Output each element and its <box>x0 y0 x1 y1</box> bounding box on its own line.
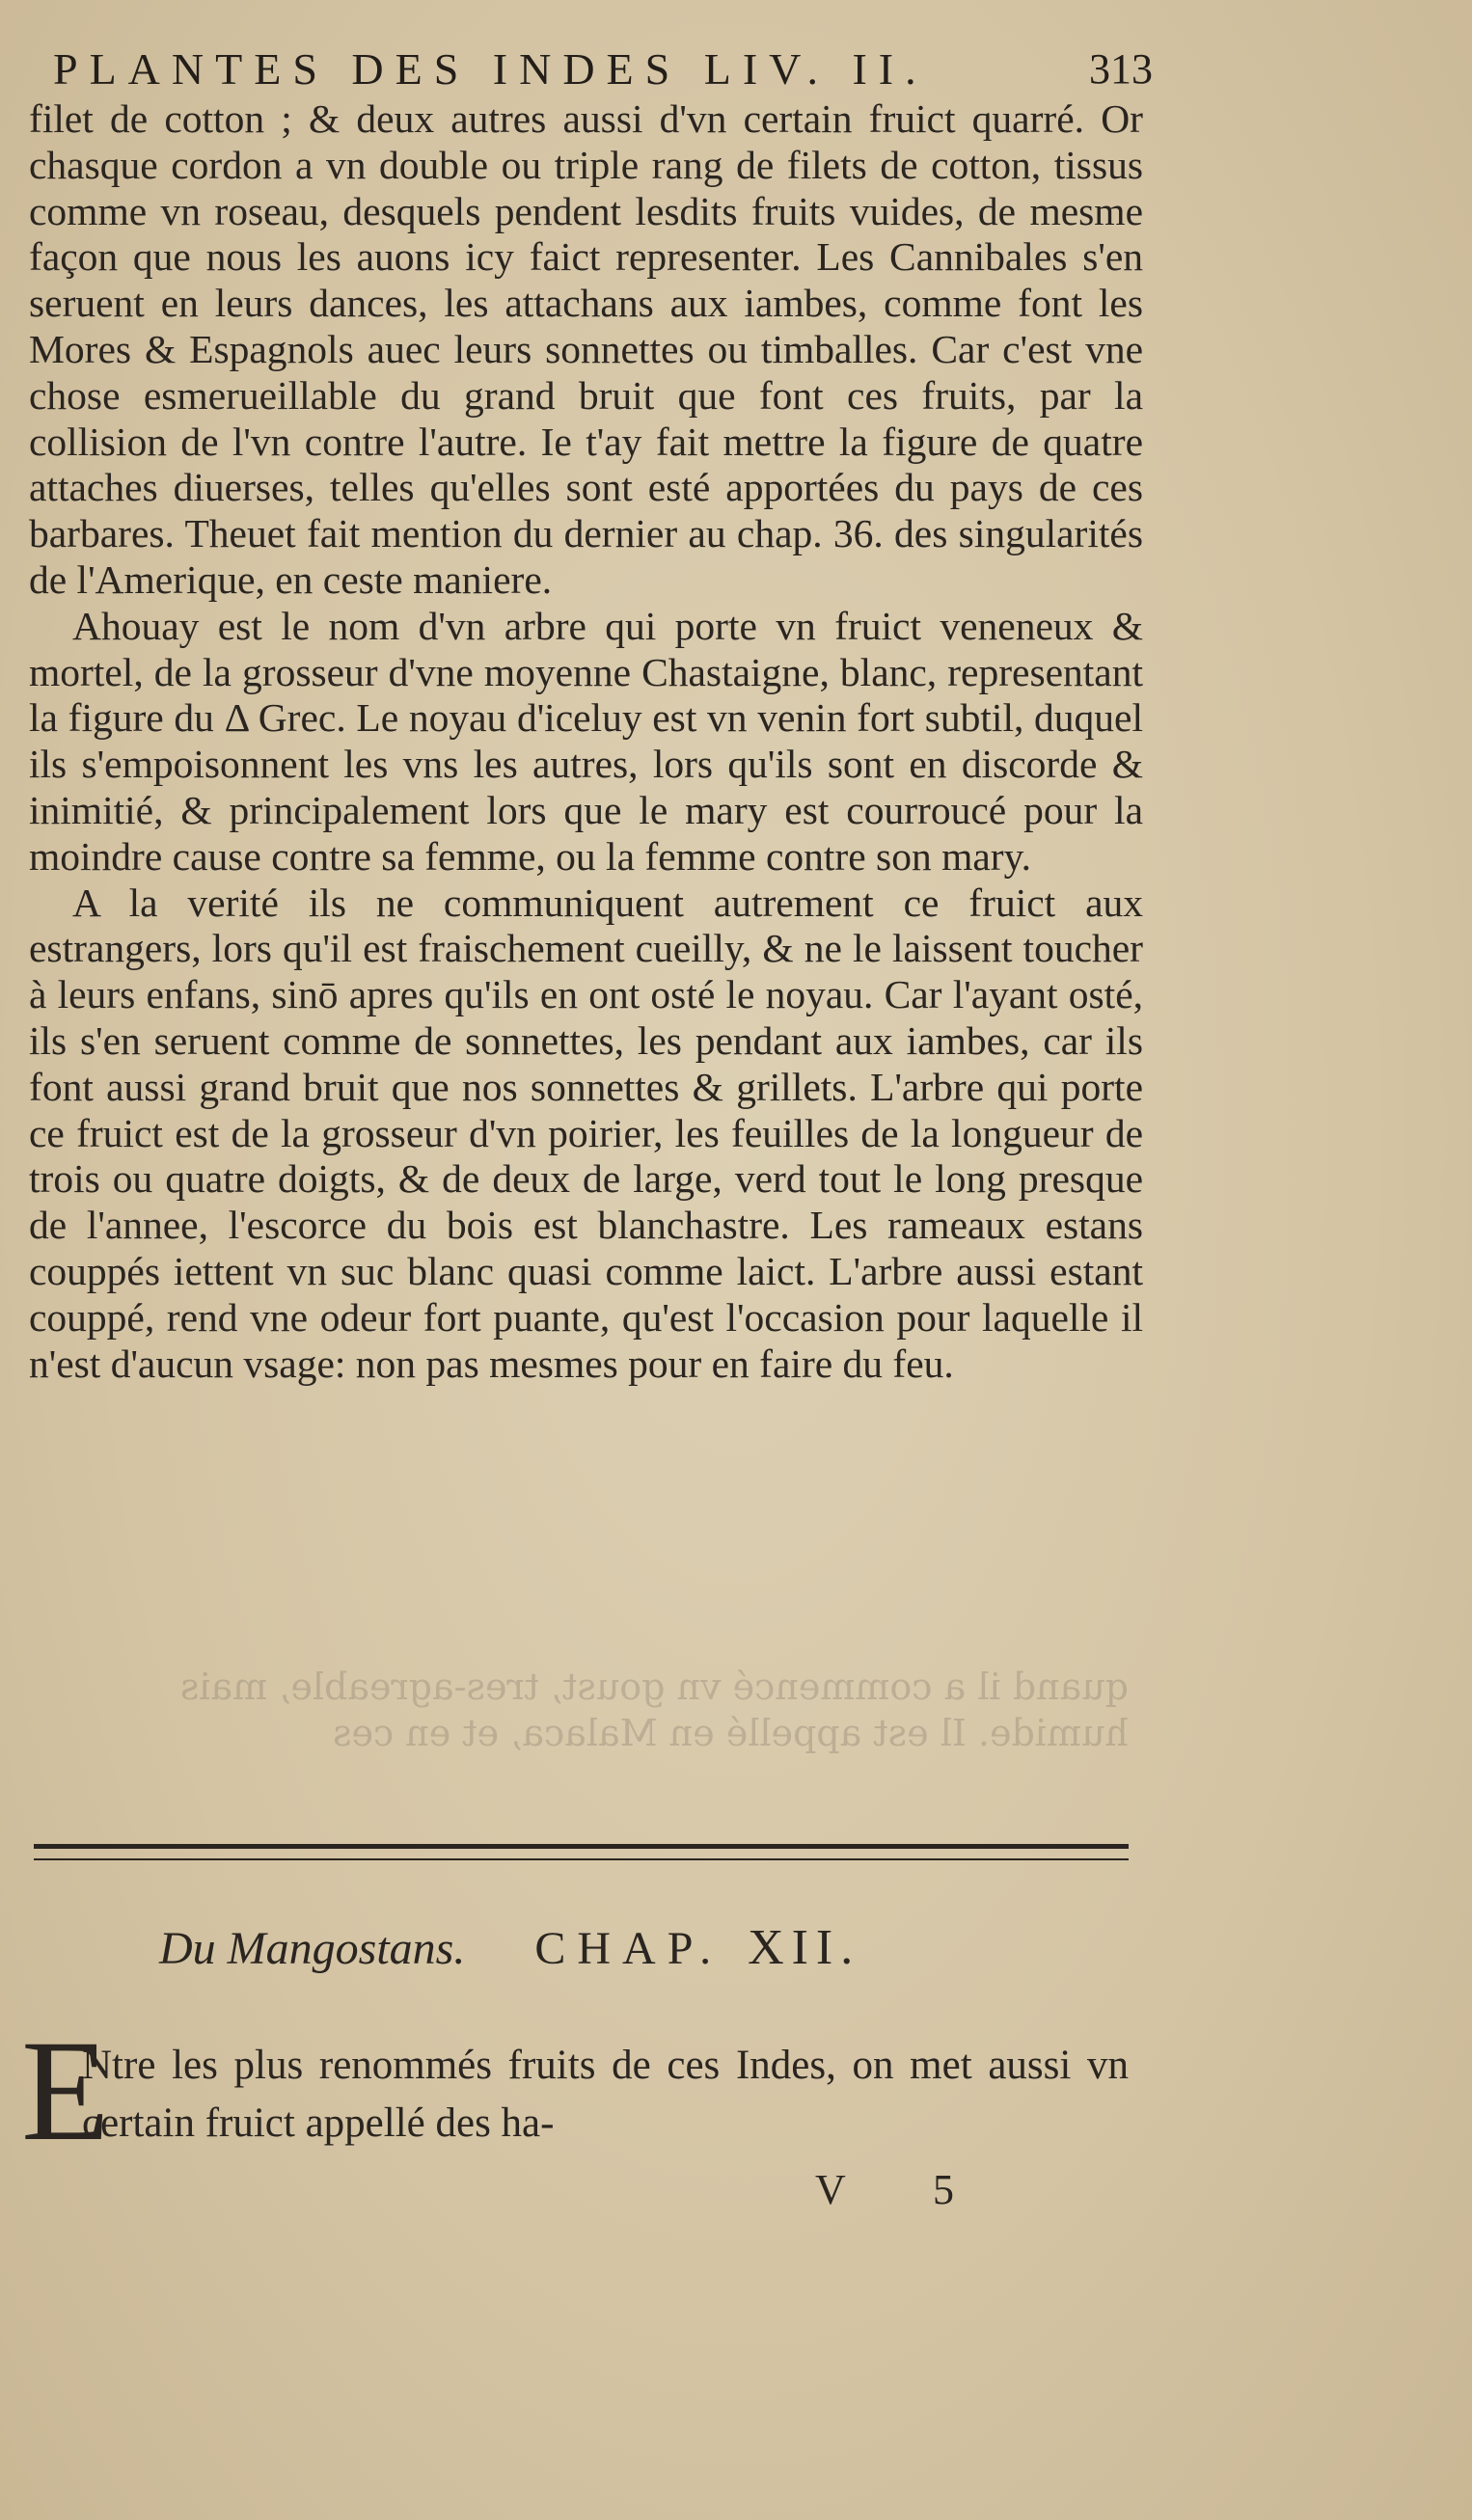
bleed-through-text: quand il a commencé vn goust, tres-agreable, mais humide. Il est appellé en Malaca, et en ces <box>179 1666 1129 1754</box>
section-divider <box>34 1844 1129 1860</box>
chapter-heading <box>159 1919 1027 1977</box>
running-header <box>53 41 1153 98</box>
paragraph-continuation: filet de cotton ; & deux autres aussi d'vn certain fruict quarré. Or chasque cordon a vn double ou triple rang de filets de cotton, tissus comme vn roseau, desquels pendent lesdits fruits vuides, de mesme façon que nous les auons icy faict representer. Les Cannibales s'en seruent en leurs dances, les attachans aux iambes, comme font les Mores & Espagnols auec leurs sonnettes ou timballes. Car c'est vne chose esmerueillable du grand bruit que font ces fruits, par la collision de l'vn contre l'autre. Ie t'ay fait mettre la figure de quatre attaches diuerses, telles qu'elles sont esté apportées du pays de ces barbares. Theuet fait mention du dernier au chap. 36. des singularités de l'Amerique, en ceste maniere. <box>29 96 1143 602</box>
signature-mark: V 5 <box>815 2166 993 2213</box>
drop-cap: E <box>21 2011 110 2171</box>
paragraph-ahouay: Ahouay est le nom d'vn arbre qui porte vn fruict veneneux & mortel, de la grosseur d'vne moyenne Chastaigne, blanc, representant la figure du Δ Grec. Le noyau d'iceluy est vn venin fort subtil, duquel ils s'empoisonnent les vns les autres, lors qu'ils sont en discorde & inimitié, & principalement lors que le mary est courroucé pour la moindre cause contre sa femme, ou la femme contre son mary. <box>29 603 1143 879</box>
running-title: PLANTES DES INDES LIV. II. <box>53 44 928 94</box>
paragraph-verite: A la verité ils ne communiquent autrement ce fruict aux estrangers, lors qu'il est fraischement cueilly, & ne le laissent toucher à leurs enfans, sinō apres qu'ils en ont osté le noyau. Car l'ayant osté, ils s'en seruent comme de sonnettes, les pendant aux iambes, car ils font aussi grand bruit que nos sonnettes & grillets. L'arbre qui porte ce fruict est de la grosseur d'vn poirier, les feuilles de la longueur de trois ou quatre doigts, & de deux de large, verd tout le long presque de l'annee, l'escorce du bois est blanchastre. Les rameaux estans couppés iettent vn suc blanc quasi comme laict. L'arbre aussi estant couppé, rend vne odeur fort puante, qu'est l'occasion pour laquelle il n'est d'aucun vsage: non pas mesmes pour en faire du feu. <box>29 880 1143 1386</box>
chapter-opening-text: Ntre les plus renommés fruits de ces Indes, on met aussi vn certain fruict appellé des ha- <box>82 2043 1129 2146</box>
chapter-number: XII. <box>748 1920 861 1975</box>
chapter-label: CHAP. <box>534 1923 723 1974</box>
body-text <box>29 96 1143 1387</box>
page-number: 313 <box>1089 45 1153 93</box>
chapter-title: Du Mangostans. <box>159 1923 466 1974</box>
